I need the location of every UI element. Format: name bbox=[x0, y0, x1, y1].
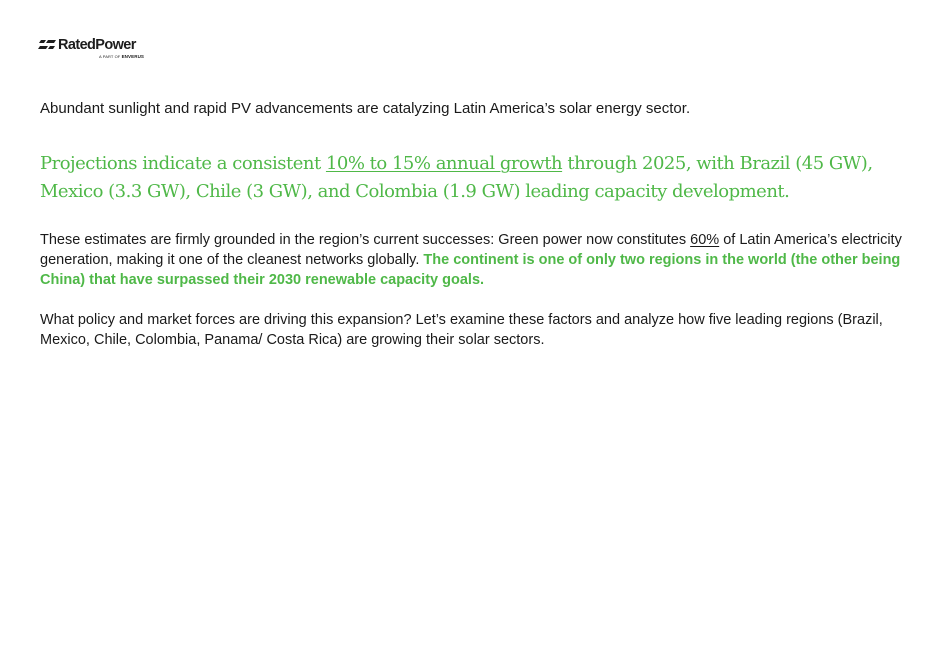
intro-text: Abundant sunlight and rapid PV advancements are catalyzing Latin America’s solar energy sector. bbox=[40, 100, 691, 117]
paragraph1-part1: These estimates are firmly grounded in the region’s current successes: Green power now constitutes bbox=[40, 232, 691, 248]
headline-highlight: 10% to 15% annual growth bbox=[325, 153, 563, 174]
paragraph-forces: What policy and market forces are driving this expansion? Let’s examine these factors and analyze how five leading regions (Brazil, Mexico, Chile, Colombia, Panama/ Costa Rica) are growing their solar sectors. bbox=[40, 312, 883, 348]
paragraph-successes bbox=[40, 230, 902, 290]
paragraph1-part2: of Latin America’s electricity generation, making it one of the cleanest networks globally. bbox=[40, 232, 902, 268]
headline-part1: Projections indicate a consistent bbox=[40, 153, 326, 174]
brand-sub-name: ENVERUS bbox=[121, 54, 145, 59]
brand-name: RatedPower bbox=[58, 37, 136, 53]
ratedpower-logo bbox=[38, 37, 148, 61]
paragraph1-highlight: 60% bbox=[690, 232, 720, 248]
ratedpower-logo-mark-icon bbox=[38, 40, 56, 50]
brand-sub-prefix: A PART OF bbox=[99, 54, 121, 59]
paragraph1-emphasis: The continent is one of only two regions in the world (the other being China) that have surpassed their 2030 renewable capacity goals. bbox=[40, 252, 901, 288]
headline-text bbox=[40, 150, 900, 206]
headline-part2: through 2025, with Brazil (45 GW), Mexico (3.3 GW), Chile (3 GW), and Colombia (1.9 GW) leading capacity development. bbox=[40, 153, 873, 202]
brand-subline bbox=[99, 54, 144, 59]
